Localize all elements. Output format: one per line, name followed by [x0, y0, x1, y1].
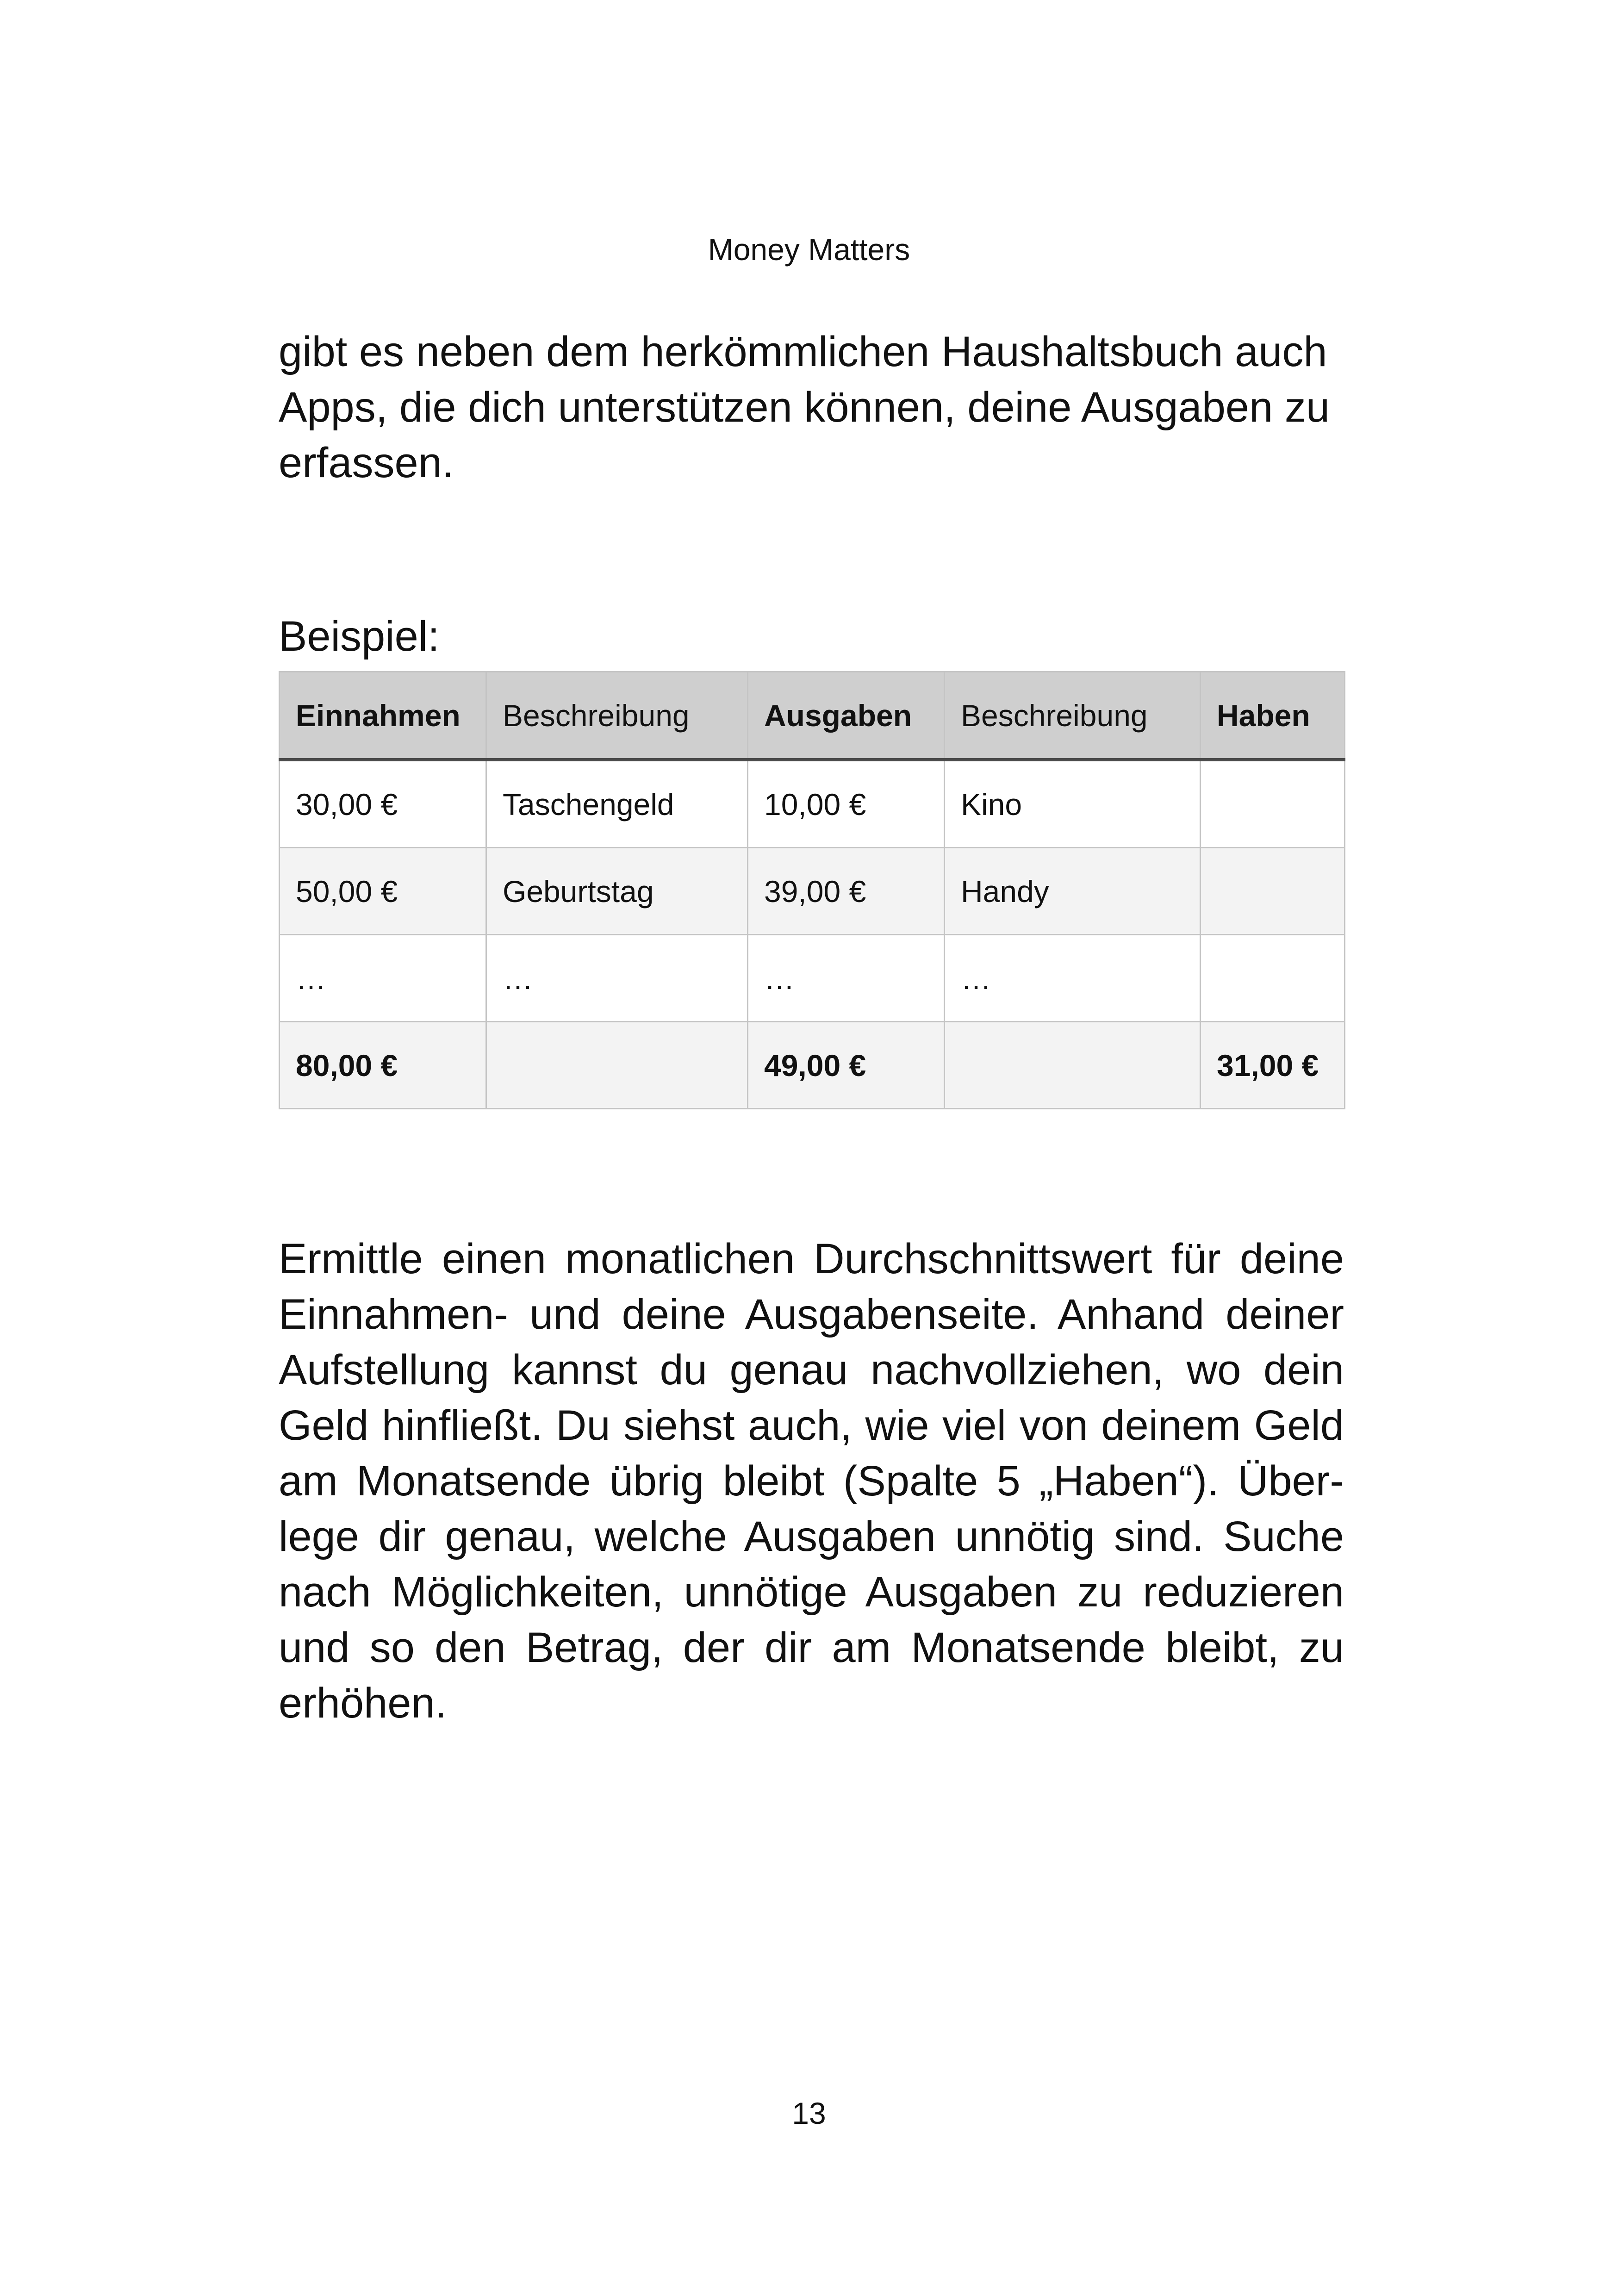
- running-title: Money Matters: [708, 232, 910, 267]
- page-number: 13: [792, 2096, 826, 2130]
- table-cell: [1201, 935, 1345, 1022]
- header-haben: Haben: [1201, 672, 1345, 760]
- body-paragraph-1: gibt es neben dem herkömmlichen Haushaltsbuch auch Apps, die dich unterstützen können, deine Ausgaben zu erfassen.: [279, 328, 1330, 486]
- table-cell: 30,00 €: [280, 760, 486, 848]
- table-row: [280, 935, 1345, 1022]
- total-ausgaben: 49,00 €: [748, 1022, 945, 1109]
- table-cell: 39,00 €: [748, 848, 945, 935]
- table-cell: 50,00 €: [280, 848, 486, 935]
- table-cell: [486, 1022, 748, 1109]
- header-beschreibung-income: Beschreibung: [486, 672, 748, 760]
- total-einnahmen: 80,00 €: [280, 1022, 486, 1109]
- table-cell: …: [280, 935, 486, 1022]
- table-row: [280, 760, 1345, 848]
- table-row: [280, 848, 1345, 935]
- body-paragraph-2: Ermittle einen monatlichen Durchschnittswert für deine Einnahmen- und deine Ausgabenseite. Anhand deiner Aufstellung kannst du genau nachvollziehen, wo dein Geld hinfließt. Du siehst auch, wie viel von deinem Geld am Monatsende übrig bleibt (Spalte 5 „Haben“). Über-lege dir genau, welche Ausgaben unnötig sind. Suche nach Möglichkeiten, unnötige Ausgaben zu reduzieren und so den Betrag, der dir am Monatsende bleibt, zu erhöhen.: [279, 1235, 1344, 1727]
- table-cell: Handy: [945, 848, 1201, 935]
- budget-table: [279, 671, 1345, 1109]
- header-ausgaben: Ausgaben: [748, 672, 945, 760]
- table-cell: …: [945, 935, 1201, 1022]
- table-total-row: [280, 1022, 1345, 1109]
- header-beschreibung-expense: Beschreibung: [945, 672, 1201, 760]
- table-cell: Kino: [945, 760, 1201, 848]
- table-cell: Geburtstag: [486, 848, 748, 935]
- table-cell: …: [486, 935, 748, 1022]
- table-cell: 10,00 €: [748, 760, 945, 848]
- table-cell: [1201, 848, 1345, 935]
- table-cell: [945, 1022, 1201, 1109]
- table-cell: [1201, 760, 1345, 848]
- table-header-row: [280, 672, 1345, 760]
- header-einnahmen: Einnahmen: [280, 672, 486, 760]
- example-label: Beispiel:: [279, 613, 440, 660]
- total-haben: 31,00 €: [1201, 1022, 1345, 1109]
- table-cell: …: [748, 935, 945, 1022]
- table-cell: Taschengeld: [486, 760, 748, 848]
